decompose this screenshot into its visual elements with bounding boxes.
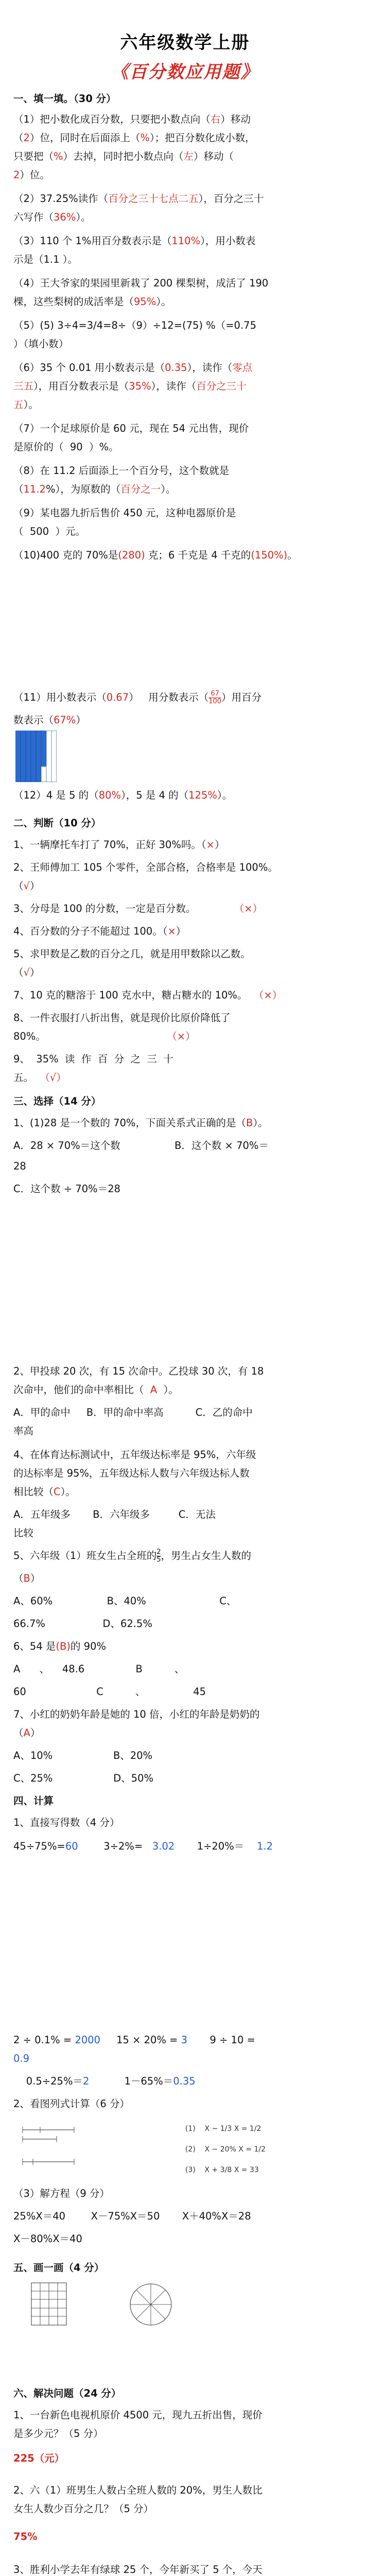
- calc-row-2: 2 ÷ 0.1% = 2000 15 × 20% = 3 9 ÷ 10 =: [13, 2034, 256, 2046]
- choice-2-options-b: 率高: [13, 1425, 34, 1437]
- choice-3-b: 的达标率是 95%，五年级达标人数与六年级达标人数: [13, 1467, 250, 1479]
- choice-2-a: 2、甲投球 20 次，有 15 次命中。乙投球 30 次，有 18: [13, 1365, 264, 1377]
- q2-line-a: （2）37.25%读作（百分之三十七点二五），百分之三十: [13, 193, 264, 205]
- q3-line-a: （3）110 个 1%用百分数表示是（110%），用小数表: [13, 235, 256, 247]
- q5-line-b: ）（填小数）: [13, 338, 69, 350]
- word-1-answer: 225（元）: [13, 2452, 65, 2464]
- choice-3-options: A．五年级多 B．六年级多 C．无法: [13, 1509, 216, 1520]
- choice-5: 6、54 是(B)的 90%: [13, 1640, 107, 1652]
- hundred-grid-figure: [15, 731, 57, 782]
- bar-diagram-figure: [21, 2119, 77, 2149]
- word-2-answer: 75%: [13, 2531, 38, 2543]
- q1-line-a: （1）把小数化成百分数，只要把小数点向（右）移动: [13, 113, 251, 125]
- equation-2: (2) X − 20% X = 1/2: [185, 2145, 266, 2154]
- calc-row-1: 45÷75%=60 3÷2%= 3.02 1÷20%＝ 1.2: [13, 1840, 273, 1852]
- choice-4-options: A、60% B、40% C、: [13, 1595, 237, 1607]
- q8-line-a: （8）在 11.2 后面添上一个百分号，这个数就是: [13, 465, 230, 477]
- page-subtitle: 《百分数应用题》: [111, 62, 259, 82]
- choice-4-a: 5、六年级（1）班女生占全班的 $\frac{2}{5}$ ，男生占女生人数的: [13, 1548, 252, 1564]
- calc-sub1: 1、直接写得数（4 分）: [13, 1817, 120, 1828]
- judge-9-a: 9、 35% 读 作 百 分 之 三 十: [13, 1053, 173, 1065]
- judge-8-a: 8、一件衣服打八折出售，就是现价比原价降低了: [13, 1012, 231, 1024]
- choice-1-option-c: C．这个数 ÷ 70%＝28: [13, 1183, 121, 1195]
- q6-line-c: 五）。: [13, 399, 39, 411]
- choice-1: 1、(1)28 是一个数的 70%，下面关系式正确的是（B）。: [13, 1117, 268, 1129]
- word-3-a: 3、胜利小学去年有绿球 25 个，今年新买了 5 个，今天: [13, 2564, 262, 2575]
- choice-6-b: （A）: [13, 1727, 41, 1739]
- equation-1: (1) X − 1/3 X = 1/2: [185, 2125, 261, 2133]
- calc-row-2b: 0.9: [13, 2053, 30, 2064]
- q1-line-c: 只要把（%）去掉，同时把小数点向（左）移动（: [13, 150, 234, 162]
- choice-6-a: 7、小红的奶奶年龄是她的 10 倍，小红的年龄是奶奶的: [13, 1708, 260, 1720]
- choice-4-b: （B）: [13, 1572, 41, 1584]
- q6-line-b: 三五），用百分数表示是（35%），读作（百分之三十: [13, 380, 246, 392]
- choice-1-options: A．28 × 70%＝这个数 B．这个数 × 70%＝: [13, 1140, 269, 1151]
- draw-grid-figure: [31, 2282, 67, 2326]
- choice-3-options-b: 比较: [13, 1527, 34, 1539]
- q11-line-a: （11）用小数表示（0.67） 用分数表示（ $\frac{67}{100}$ ）用百分: [13, 690, 262, 705]
- choice-1-options-b: 28: [13, 1160, 26, 1172]
- choice-4-options-b: 66.7% D、62.5%: [13, 1618, 152, 1630]
- calc-sub3: （3）解方程（9 分）: [13, 2188, 110, 2199]
- q4-line-a: （4）王大爷家的果园里新栽了 200 棵梨树，成活了 190: [13, 277, 269, 289]
- q12-line: （12）4 是 5 的（80%），5 是 4 的（125%）。: [13, 789, 233, 801]
- calc-row-3: 0.5÷25%＝2 1－65%＝0.35: [26, 2075, 196, 2087]
- draw-circle-figure: [129, 2282, 173, 2327]
- calc-sub2: 2、看图列式计算（6 分）: [13, 2098, 130, 2110]
- bar-diagram-figure-2: [21, 2153, 77, 2173]
- page-title: 六年级数学上册: [120, 32, 250, 53]
- choice-3-a: 4、在体育达标测试中，五年级达标率是 95%，六年级: [13, 1449, 256, 1461]
- judge-4: 4、百分数的分子不能超过 100。（×）: [13, 925, 186, 937]
- choice-2-options: A．甲的命中 B．甲的命中率高 C．乙的命中: [13, 1406, 253, 1418]
- judge-5-a: 5、求甲数是乙数的百分之几，就是用甲数除以乙数。: [13, 948, 251, 960]
- equation-3: (3) X + 3/8 X = 33: [185, 2166, 259, 2174]
- choice-5-options: A 、 48.6 B 、: [13, 1663, 185, 1675]
- word-1-a: 1、一台新色电视机原价 4500 元，现九五折出售，现价: [13, 2409, 262, 2421]
- q1-line-b: （2）位，同时在后面添上（%）；把百分数化成小数，: [13, 132, 255, 144]
- judge-1: 1、一辆摩托车打了 70%，正好 30%吗。（×）: [13, 839, 225, 851]
- q4-line-b: 棵，这些梨树的成活率是（95%）。: [13, 296, 171, 308]
- q7-line-a: （7）一个足球原价是 60 元，现在 54 元出售，现价: [13, 422, 249, 434]
- judge-7: 7、10 克的糖溶于 100 克水中，糖占糖水的 10%。 （×）: [13, 989, 283, 1001]
- equation-row-2: X－80%X＝40: [13, 2233, 82, 2245]
- q9-line-a: （9）某电器九折后售价 450 元，这种电器原价是: [13, 507, 236, 519]
- choice-3-c: 相比较（C）。: [13, 1486, 76, 1498]
- q6-line-a: （6）35 个 0.01 用小数表示是（0.35），读作（零点: [13, 362, 253, 374]
- section-3-heading: 三、选择（14 分）: [13, 1095, 101, 1107]
- judge-9-b: 五。 （√）: [13, 1072, 66, 1083]
- q10-line: （10)400 克的 70%是(280) 克；6 千克是 4 千克的(150%)。: [13, 549, 297, 561]
- q5-line-a: （5）(5) 3÷4=3/4=8÷（9）÷12=(75) %（=0.75: [13, 319, 257, 331]
- section-2-heading: 二、判断（10 分）: [13, 817, 101, 829]
- q1-line-d: 2）位。: [13, 169, 50, 181]
- q8-line-b: （11.2%），为原数的（百分之一）。: [13, 483, 176, 495]
- word-2-a: 2、六（1）班男生人数占全班人数的 20%，男生人数比: [13, 2484, 262, 2496]
- word-1-b: 是多少元？（5 分）: [13, 2428, 103, 2439]
- judge-5-b: （√）: [13, 967, 40, 978]
- q7-line-b: 是原价的（ 90 ）%。: [13, 441, 119, 453]
- q3-line-b: 示是（1.1 ）。: [13, 253, 78, 265]
- section-1-heading: 一、填一填。（30 分）: [13, 93, 116, 105]
- word-2-b: 女生人数少百分之几？（5 分）: [13, 2503, 154, 2515]
- choice-2-b: 次命中，他们的命中率相比（ A ）。: [13, 1384, 179, 1396]
- judge-2-a: 2、王师傅加工 105 个零件，全部合格，合格率是 100%。: [13, 861, 278, 873]
- section-5-heading: 五、画一画（4 分）: [13, 2262, 104, 2274]
- equation-row-1: 25%X＝40 X－75%X＝50 X＋40%X＝28: [13, 2210, 251, 2222]
- judge-2-b: （√）: [13, 880, 40, 892]
- q9-line-b: （ 500 ）元。: [13, 526, 86, 537]
- choice-6-options: A、10% B、20%: [13, 1750, 153, 1761]
- choice-6-options-b: C、25% D、50%: [13, 1772, 154, 1784]
- section-6-heading: 六、解决问题（24 分）: [13, 2387, 121, 2399]
- judge-3: 3、分母是 100 的分数，一定是百分数。 （×）: [13, 903, 263, 914]
- choice-5-options-b: 60 C 、 45: [13, 1686, 206, 1698]
- q2-line-b: 六写作（36%）。: [13, 211, 91, 223]
- section-4-heading: 四、计算: [13, 1795, 54, 1807]
- q11-line-b: 数表示（67%）: [13, 714, 86, 726]
- judge-8-b: 80%。 （×）: [13, 1030, 196, 1042]
